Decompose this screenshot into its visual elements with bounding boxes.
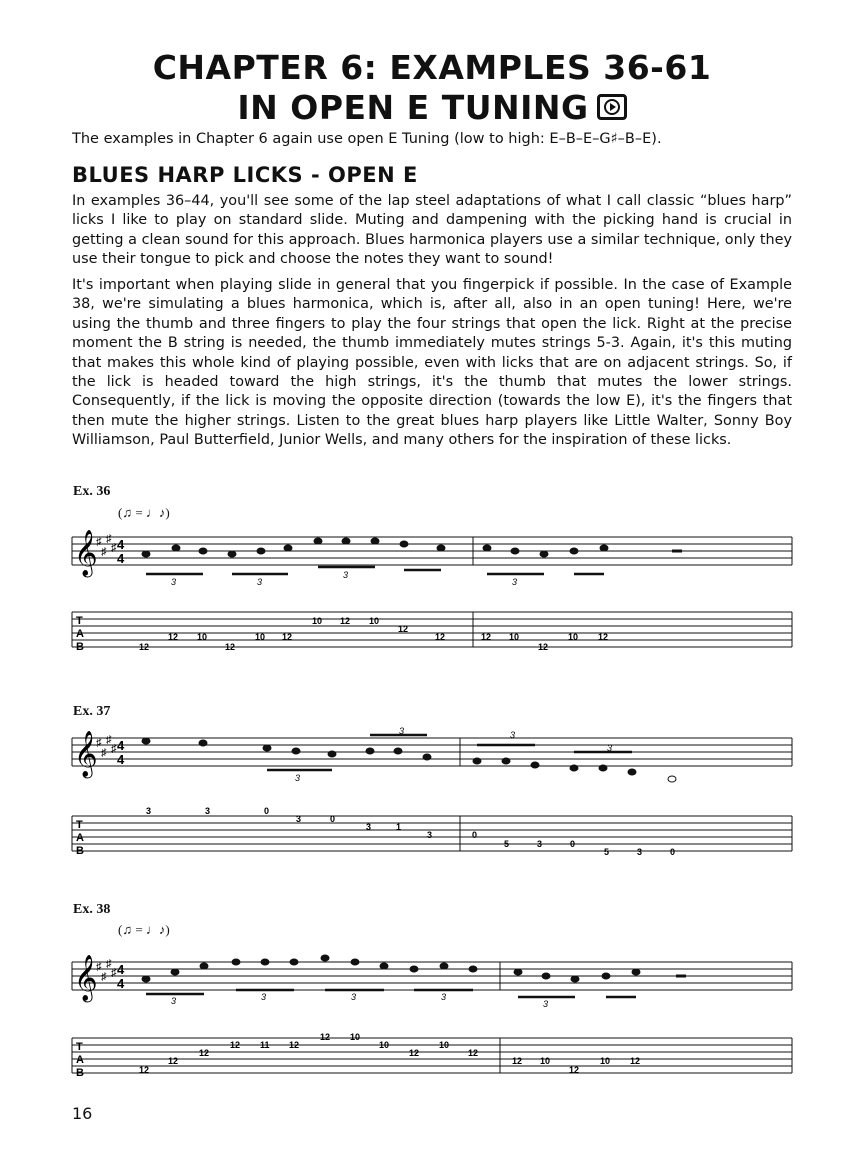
tab-clef-b: B (76, 641, 84, 653)
standard-staff (72, 738, 792, 766)
tuplet-label: 3 (171, 996, 177, 1006)
chapter-intro: The examples in Chapter 6 again use open E Tuning (low to high: E–B–E–G♯–B–E). (72, 131, 662, 147)
swing-marking: (♫ = ♩♪) (118, 922, 170, 937)
tab-number: 10 (600, 1056, 611, 1066)
tab-number: 12 (409, 1048, 420, 1058)
svg-text:♯: ♯ (96, 961, 102, 973)
time-signature-bottom: 4 (117, 976, 125, 991)
svg-text:♯: ♯ (101, 546, 107, 558)
tab-number: 10 (197, 632, 208, 642)
svg-text:♯: ♯ (101, 747, 107, 759)
svg-text:♯: ♯ (101, 971, 107, 983)
tuplet-label: 3 (261, 992, 267, 1002)
tab-numbers (146, 806, 675, 857)
example-label: Ex. 37 (73, 704, 111, 719)
tab-clef-a: A (76, 628, 84, 640)
tab-number: 12 (538, 642, 549, 652)
tab-number: 10 (540, 1056, 551, 1066)
tab-number: 5 (604, 847, 610, 857)
tab-number: 12 (320, 1032, 331, 1042)
chapter-title-line1: CHAPTER 6: EXAMPLES 36-61 (152, 48, 712, 87)
svg-text:♯: ♯ (96, 737, 102, 749)
notes-group (142, 538, 682, 574)
svg-text:♯: ♯ (96, 536, 102, 548)
time-signature-top: 4 (117, 962, 125, 977)
tab-number: 10 (568, 632, 579, 642)
treble-clef-icon: 𝄞 (74, 956, 98, 1000)
tab-number: 1 (396, 822, 402, 832)
tab-number: 12 (139, 642, 150, 652)
tab-number: 12 (225, 642, 236, 652)
tuplet-label: 3 (510, 730, 516, 740)
tuplet-label: 3 (399, 726, 405, 736)
tab-number: 10 (369, 616, 380, 626)
tuplet-label: 3 (512, 577, 518, 587)
tab-number: 12 (481, 632, 492, 642)
standard-staff (72, 537, 792, 565)
tab-number: 0 (330, 814, 336, 824)
tab-number: 10 (439, 1040, 450, 1050)
tab-number: 10 (312, 616, 323, 626)
tuplet-label: 3 (257, 577, 263, 587)
swing-marking: (♫ = ♩♪) (118, 505, 170, 520)
time-signature-top: 4 (117, 537, 125, 552)
section-paragraph-2: It's important when playing slide in general that you fingerpick if possible. In the case of Example 38, we're simulating a blues harmonica, which is, after all, also in an open tuning! Here, we're using the thumb and three fingers to play the four strings that open the lick. Right at the precise moment the B string is needed, the thumb immediately mutes strings 5-3. Again, it's this muting that makes this whole kind of playing possible, even with licks that are on adjacent strings. So, if the lick is headed toward the high strings, it's the thumb that mutes the lower strings. Consequently, if the lick is moving the opposite direction (towards the low E), it's the fingers that then mute the higher strings. Listen to the great blues harp players like Little Walter, Sonny Boy Williamson, Paul Butterfield, Junior Wells, and many others for the inspiration of these licks. (72, 277, 792, 449)
tab-number: 3 (146, 806, 152, 816)
tab-number: 12 (398, 624, 409, 634)
tab-number: 3 (637, 847, 643, 857)
tab-number: 3 (296, 814, 302, 824)
tab-number: 12 (468, 1048, 479, 1058)
tab-number: 12 (168, 1056, 179, 1066)
tab-number: 0 (670, 847, 676, 857)
page-number: 16 (72, 1104, 93, 1123)
svg-text:♯: ♯ (106, 533, 112, 545)
svg-text:♯: ♯ (111, 743, 117, 755)
tuplet-label: 3 (543, 999, 549, 1009)
tab-number: 0 (472, 830, 478, 840)
tab-clef-b: B (76, 845, 84, 857)
tab-number: 12 (569, 1065, 580, 1075)
example-label: Ex. 38 (73, 902, 111, 917)
tab-clef-a: A (76, 832, 84, 844)
tab-clef (76, 615, 84, 653)
tab-number: 10 (350, 1032, 361, 1042)
tab-number: 12 (630, 1056, 641, 1066)
time-signature-top: 4 (117, 738, 125, 753)
tab-clef-t: T (76, 1041, 83, 1053)
tab-number: 12 (199, 1048, 210, 1058)
tab-number: 12 (512, 1056, 523, 1066)
tab-number: 5 (504, 839, 510, 849)
tab-clef-a: A (76, 1054, 84, 1066)
tab-number: 0 (570, 839, 576, 849)
tab-number: 12 (340, 616, 351, 626)
tab-number: 12 (230, 1040, 241, 1050)
tab-number: 12 (598, 632, 609, 642)
tab-clef-t: T (76, 819, 83, 831)
tab-staff (72, 612, 792, 647)
tab-number: 10 (509, 632, 520, 642)
tuplet-label: 3 (171, 577, 177, 587)
tuplet-label: 3 (343, 570, 349, 580)
svg-text:♯: ♯ (106, 734, 112, 746)
tuplet-label: 3 (295, 773, 301, 783)
treble-clef-icon: 𝄞 (74, 732, 98, 776)
tab-number: 12 (139, 1065, 150, 1075)
tab-number: 12 (168, 632, 179, 642)
tab-number: 10 (255, 632, 266, 642)
section-paragraph-1: In examples 36–44, you'll see some of the lap steel adaptations of what I call classic “blues harp” licks I like to play on standard slide. Muting and dampening with the picking hand is crucial in getting a clean sound for this approach. Blues harmonica players use a similar technique, only they use their tongue to pick and choose the notes they want to sound! (72, 193, 792, 268)
tab-number: 12 (289, 1040, 300, 1050)
tab-number: 11 (260, 1040, 270, 1050)
chapter-title-line2-text: IN OPEN E TUNING (237, 88, 589, 127)
example-label: Ex. 36 (73, 484, 111, 499)
treble-clef-icon: 𝄞 (74, 531, 98, 575)
tab-number: 3 (537, 839, 543, 849)
tuplet-label: 3 (441, 992, 447, 1002)
section-heading: BLUES HARP LICKS - OPEN E (72, 163, 418, 187)
tab-number: 3 (205, 806, 211, 816)
tab-clef-t: T (76, 615, 83, 627)
tab-number: 0 (264, 806, 270, 816)
tuplet-label: 3 (607, 743, 613, 753)
tab-number: 3 (366, 822, 372, 832)
time-signature-bottom: 4 (117, 752, 125, 767)
tab-number: 12 (435, 632, 446, 642)
tab-staff (72, 1038, 792, 1073)
svg-text:♯: ♯ (111, 967, 117, 979)
tab-number: 10 (379, 1040, 390, 1050)
tab-clef-b: B (76, 1067, 84, 1079)
tab-clef (76, 1041, 84, 1079)
time-signature-bottom: 4 (117, 551, 125, 566)
tab-number: 12 (282, 632, 293, 642)
tab-clef (76, 819, 84, 857)
svg-text:♯: ♯ (111, 542, 117, 554)
tuplet-label: 3 (351, 992, 357, 1002)
svg-text:♯: ♯ (106, 958, 112, 970)
tab-number: 3 (427, 830, 433, 840)
